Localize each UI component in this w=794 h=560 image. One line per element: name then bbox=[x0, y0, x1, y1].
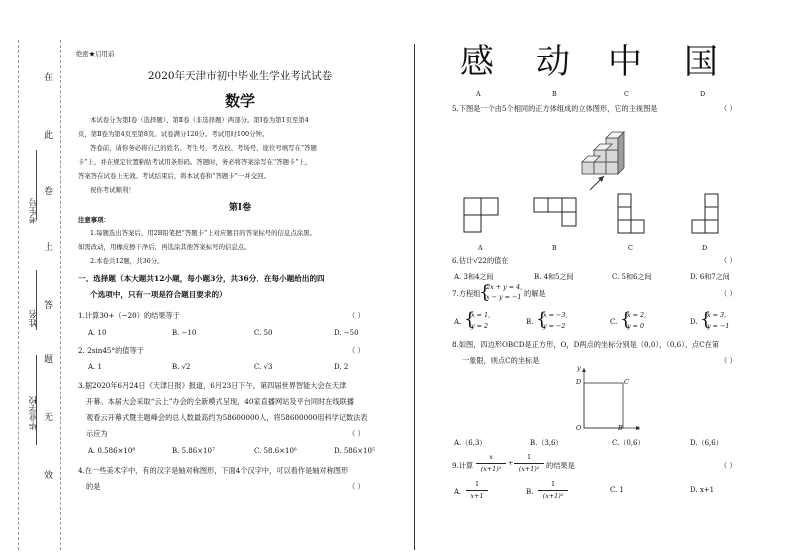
left-q3_opts-3: D. 586×10⁵ bbox=[334, 447, 375, 455]
q7-option-line: x = 2, bbox=[627, 311, 647, 319]
q9-num-1: x bbox=[489, 453, 493, 461]
q8-square-figure bbox=[572, 366, 642, 436]
part-one-title: 第Ⅰ卷 bbox=[228, 203, 252, 213]
left-q2_opts-0: A. 1 bbox=[88, 363, 102, 371]
q5-option-d-figure bbox=[688, 192, 722, 238]
intro-line-1: 本试卷分为第Ⅰ卷（选择题）、第Ⅱ卷（非选择题）两部分。第Ⅰ卷为第1页至第4 bbox=[90, 116, 309, 124]
q9-tail: 的结果是 bbox=[546, 461, 575, 470]
strip-char: 答 bbox=[44, 301, 54, 311]
question-1-paren: （ ） bbox=[348, 311, 365, 320]
question-7: 7.方程组 bbox=[452, 289, 481, 298]
q7-option-line: x = 1, bbox=[471, 311, 491, 319]
q5-option-a-figure bbox=[462, 196, 502, 236]
question-5-paren: （ ） bbox=[720, 104, 737, 113]
notes-title: 注意事项： bbox=[78, 216, 110, 224]
q5-letter: A bbox=[478, 244, 483, 252]
q7-system-brace: { bbox=[479, 282, 491, 303]
big-char-letter: D bbox=[700, 90, 706, 98]
left-q2_opts-1: B. √2 bbox=[172, 363, 191, 371]
left-q1_opts-3: D. −50 bbox=[334, 329, 359, 337]
question-8-line-1: 8.如图，四边形OBCD是正方形，O，D两点的坐标分别是（0,0），（0,6），点C在第 bbox=[452, 340, 720, 349]
question-3-line-4: 示应为 bbox=[86, 429, 108, 438]
right-q8_opts-1: B.（3,6） bbox=[530, 439, 563, 447]
strip-char: 卷 bbox=[44, 187, 54, 197]
question-7-paren: （ ） bbox=[720, 289, 737, 298]
q7-option-brace: { bbox=[620, 309, 632, 330]
q5-option-b-figure bbox=[532, 196, 580, 236]
question-9: 9.计算 bbox=[452, 461, 474, 470]
section-one-line-2: 个选项中，只有一项是符合题目要求的） bbox=[90, 290, 227, 299]
right-q8_opts-0: A.（6,3） bbox=[454, 439, 487, 447]
q9-b-bar bbox=[538, 490, 568, 491]
secret-mark: 绝密★启用前 bbox=[76, 50, 115, 58]
question-3-line-1: 3.据2020年6月24日《天津日报》报道，6月23日下午，第四届世界智能大会在天津 bbox=[78, 381, 347, 390]
q5-option-c-figure bbox=[616, 192, 650, 238]
question-4-line-1: 4.在一些美术字中，有的汉字是轴对称图形，下面4个汉字中，可以看作是轴对称图形 bbox=[78, 466, 349, 475]
strip-char: 此 bbox=[44, 131, 54, 141]
left-q1_opts-0: A. 10 bbox=[88, 329, 107, 337]
big-char-letter: C bbox=[624, 90, 629, 98]
q7-option-letter: A. bbox=[454, 318, 462, 326]
strip-char: 在 bbox=[44, 73, 54, 83]
question-9-paren: （ ） bbox=[720, 461, 737, 470]
intro-line-2: 页，第Ⅱ卷为第4页至第8页。试卷满分120分。考试用时100分钟。 bbox=[78, 130, 269, 138]
question-5: 5.下图是一个由5个相同的正方体组成的立体图形，它的主视图是 bbox=[452, 104, 658, 113]
q8-label-d: D bbox=[576, 378, 582, 386]
left-q2_opts-3: D. 2 bbox=[334, 363, 349, 371]
question-3-line-3: 观看云开幕式暨主题峰会的总人数最高约为58600000人，将58600000用科学记数法表 bbox=[86, 413, 368, 422]
q7-option-brace: { bbox=[536, 309, 548, 330]
q7-option-line: y = 2 bbox=[471, 322, 489, 330]
q5-letter: C bbox=[628, 244, 633, 252]
q8-label-x: x bbox=[636, 424, 640, 432]
q7-option-letter: D. bbox=[690, 318, 698, 326]
q9-option-b: B. bbox=[526, 488, 534, 496]
note-2: 2.本卷共12题，共36分。 bbox=[90, 257, 164, 265]
strip-char: 上 bbox=[44, 243, 54, 253]
left-q1_opts-2: C. 50 bbox=[254, 329, 273, 337]
q8-label-b: B bbox=[618, 424, 623, 432]
q8-label-o: O bbox=[576, 424, 582, 432]
q9-b-num: 1 bbox=[550, 480, 556, 488]
q9-den-1: (x+1)² bbox=[480, 465, 502, 473]
strip-char: 题 bbox=[44, 355, 54, 365]
blank-name bbox=[36, 270, 37, 330]
label-school: 毕业学校 bbox=[29, 396, 39, 430]
q9-option-a: A. bbox=[454, 488, 462, 496]
q7-option-line: y = 0 bbox=[627, 322, 645, 330]
q9-a-num: 1 bbox=[474, 480, 480, 488]
question-6-paren: （ ） bbox=[720, 256, 737, 265]
big-char-letter: A bbox=[476, 90, 481, 98]
intro-line-5: 答案答在试卷上无效。考试结束后，将本试卷和“答题卡”一并交回。 bbox=[78, 172, 270, 180]
blank-school bbox=[36, 355, 37, 445]
right-q6_opts-0: A. 3和4之间 bbox=[454, 273, 494, 281]
q7-option-letter: C. bbox=[610, 318, 618, 326]
question-2-paren: （ ） bbox=[348, 346, 365, 355]
intro-line-3: 答卷前，请你务必将自己的姓名、考生号、考点校、考场号、座位号填写在“答题 bbox=[90, 144, 317, 152]
q8-label-y: y bbox=[577, 364, 581, 372]
strip-char: 无 bbox=[44, 413, 54, 423]
q7-option-letter: B. bbox=[526, 318, 534, 326]
question-3-paren: （ ） bbox=[348, 429, 365, 438]
big-char: 动 bbox=[536, 42, 570, 82]
q7-option-line: x = −3, bbox=[543, 311, 568, 319]
question-8-paren: （ ） bbox=[720, 356, 737, 365]
label-candidate-number: 考生号 bbox=[29, 198, 39, 224]
q9-b-den: (x+1)² bbox=[542, 492, 564, 500]
q7-eq-1: 2x + y = 4, bbox=[486, 283, 523, 291]
question-2: 2. 2sin45°的值等于 bbox=[78, 346, 144, 355]
right-q6_opts-1: B. 4和5之间 bbox=[534, 273, 574, 281]
question-4-paren: （ ） bbox=[348, 482, 365, 491]
q9-plus: + bbox=[508, 459, 514, 467]
big-char: 中 bbox=[608, 42, 642, 82]
question-4-line-2: 的是 bbox=[86, 482, 101, 491]
left-q2_opts-2: C. √3 bbox=[254, 363, 273, 371]
subject-title: 数学 bbox=[224, 92, 255, 110]
right-q6_opts-3: D. 6和7之间 bbox=[690, 273, 730, 281]
left-q1_opts-1: B. −10 bbox=[172, 329, 197, 337]
q9-option-d: D. x+1 bbox=[690, 486, 715, 494]
blank-candidate-number bbox=[36, 150, 37, 220]
q5-letter: B bbox=[552, 244, 557, 252]
binding-line-right bbox=[60, 40, 61, 550]
q7-eq-2: x − y = −1 bbox=[486, 293, 522, 301]
big-char-letter: B bbox=[552, 90, 557, 98]
q7-option-brace: { bbox=[464, 309, 476, 330]
question-1: 1.计算30+（−20）的结果等于 bbox=[78, 311, 180, 320]
right-q8_opts-2: C.（0,6） bbox=[612, 439, 645, 447]
q7-option-line: x = 3, bbox=[707, 311, 727, 319]
q5-letter: D bbox=[702, 244, 708, 252]
question-6: 6.估计√22的值在 bbox=[452, 256, 509, 265]
note-1b: 如需改动，用橡皮擦干净后，再选涂其他答案标号的信息点。 bbox=[78, 243, 251, 251]
q7-tail: 的解是 bbox=[524, 289, 546, 298]
q7-option-brace: { bbox=[700, 309, 712, 330]
q9-num-2: 1 bbox=[526, 453, 532, 461]
note-1: 1.每题选出答案后，用2B铅笔把“答题卡”上对应题目的答案标号的信息点涂黑。 bbox=[90, 229, 316, 237]
right-q6_opts-2: C. 5和6之间 bbox=[612, 273, 652, 281]
q9-bar-1 bbox=[476, 463, 506, 464]
q7-option-line: y = −1 bbox=[707, 322, 730, 330]
strip-char: 效 bbox=[44, 471, 54, 481]
label-name: 姓名 bbox=[29, 310, 39, 327]
question-3-line-2: 开幕。本届大会采取“云上”办会的全新模式呈现，40家直播网站及平台同时在线联播 bbox=[86, 397, 355, 406]
left-q3_opts-2: C. 58.6×10⁶ bbox=[254, 447, 297, 455]
q9-option-c: C. 1 bbox=[610, 486, 625, 494]
big-char: 国 bbox=[684, 42, 718, 82]
q8-label-c: C bbox=[624, 378, 629, 386]
section-one-line-1: 一、选择题（本大题共12小题，每小题3分，共36分．在每小题给出的四 bbox=[78, 274, 325, 283]
q9-bar-2 bbox=[514, 463, 544, 464]
left-q3_opts-0: A. 0.586×10⁸ bbox=[88, 447, 136, 455]
right-q8_opts-3: D.（6,6） bbox=[690, 439, 723, 447]
q7-option-line: y = −2 bbox=[543, 322, 566, 330]
left-q3_opts-1: B. 5.86×10⁷ bbox=[172, 447, 215, 455]
view-arrow bbox=[588, 172, 608, 192]
q9-den-2: (x+1)² bbox=[518, 465, 540, 473]
exam-title: 2020年天津市初中毕业生学业考试试卷 bbox=[147, 70, 333, 82]
page-divider bbox=[414, 44, 415, 550]
q9-a-den: x+1 bbox=[470, 492, 484, 500]
big-char: 感 bbox=[460, 42, 494, 82]
q9-a-bar bbox=[466, 490, 488, 491]
intro-line-6: 祝你考试顺利！ bbox=[90, 186, 135, 194]
binding-line-left bbox=[18, 40, 19, 550]
question-8-line-2: 一象限，则点C的坐标是 bbox=[462, 356, 540, 365]
intro-line-4: 卡”上，并在规定位置粘贴考试用条形码。答题时，务必将答案涂写在“答题卡”上， bbox=[78, 158, 312, 166]
